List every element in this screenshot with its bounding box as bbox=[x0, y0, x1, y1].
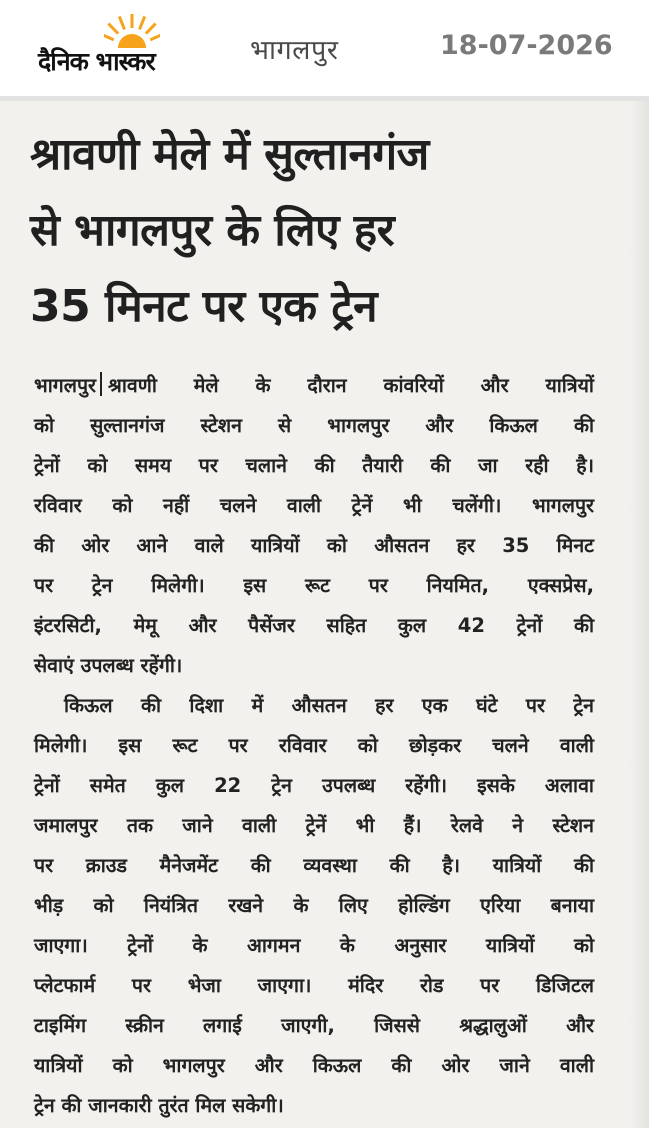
edition-city: भागलपुर bbox=[250, 35, 339, 66]
body-line: ट्रेन की जानकारी तुरंत मिल सकेगी। bbox=[34, 1094, 284, 1117]
body-line: की ओर आने वाले यात्रियों को औसतन हर 35 मिनट bbox=[34, 534, 594, 557]
body-line: यात्रियों को भागलपुर और किऊल की ओर जाने वाली bbox=[34, 1054, 594, 1077]
app-header bbox=[0, 0, 649, 101]
paper-shadow bbox=[629, 101, 649, 1128]
body-line: किऊल की दिशा में औसतन हर एक घंटे पर ट्रेन bbox=[64, 694, 594, 717]
article-headline bbox=[30, 117, 610, 345]
dateline: भागलपुर bbox=[34, 374, 97, 397]
sun-icon bbox=[104, 14, 160, 48]
dateline-separator bbox=[100, 372, 102, 396]
body-line: रविवार को नहीं चलने वाली ट्रेनें भी चलेंगी। भागलपुर bbox=[34, 494, 594, 517]
body-line: प्लेटफार्म पर भेजा जाएगा। मंदिर रोड पर डिजिटल bbox=[34, 974, 594, 997]
body-line: जाएगा। ट्रेनों के आगमन के अनुसार यात्रियों को bbox=[34, 934, 594, 957]
body-line: पर क्राउड मैनेजमेंट की व्यवस्था की है। यात्रियों की bbox=[34, 854, 594, 877]
headline-line: से भागलपुर के लिए हर bbox=[30, 205, 395, 256]
body-line: ट्रेनों समेत कुल 22 ट्रेन उपलब्ध रहेंगी। इसके अलावा bbox=[34, 774, 594, 797]
body-line: भागलपुर श्रावणी मेले के दौरान कांवरियों और यात्रियों bbox=[34, 374, 594, 397]
edition-date: 18-07-2026 bbox=[440, 30, 613, 61]
headline-line: श्रावणी मेले में सुल्तानगंज bbox=[30, 129, 429, 180]
body-line: सेवाएं उपलब्ध रहेंगी। bbox=[34, 654, 183, 677]
dainik-bhaskar-logo[interactable] bbox=[38, 14, 203, 84]
headline-line: 35 मिनट पर एक ट्रेन bbox=[30, 281, 378, 332]
body-line: मिलेगी। इस रूट पर रविवार को छोड़कर चलने वाली bbox=[34, 734, 594, 757]
logo-text: दैनिक भास्कर bbox=[38, 47, 155, 76]
body-line: पर ट्रेन मिलेगी। इस रूट पर नियमित, एक्सप्रेस, bbox=[34, 574, 594, 597]
body-line: को सुल्तानगंज स्टेशन से भागलपुर और किऊल की bbox=[34, 414, 594, 437]
newspaper-clipping bbox=[0, 101, 649, 1128]
article-body bbox=[34, 366, 594, 1126]
body-line: जमालपुर तक जाने वाली ट्रेनें भी हैं। रेलवे ने स्टेशन bbox=[34, 814, 594, 837]
body-line: भीड़ को नियंत्रित रखने के लिए होल्डिंग एरिया बनाया bbox=[34, 894, 594, 917]
body-line: ट्रेनों को समय पर चलाने की तैयारी की जा रही है। bbox=[34, 454, 594, 477]
body-line: इंटरसिटी, मेमू और पैसेंजर सहित कुल 42 ट्रेनों की bbox=[34, 614, 594, 637]
body-line: टाइमिंग स्क्रीन लगाई जाएगी, जिससे श्रद्धालुओं और bbox=[34, 1014, 594, 1037]
